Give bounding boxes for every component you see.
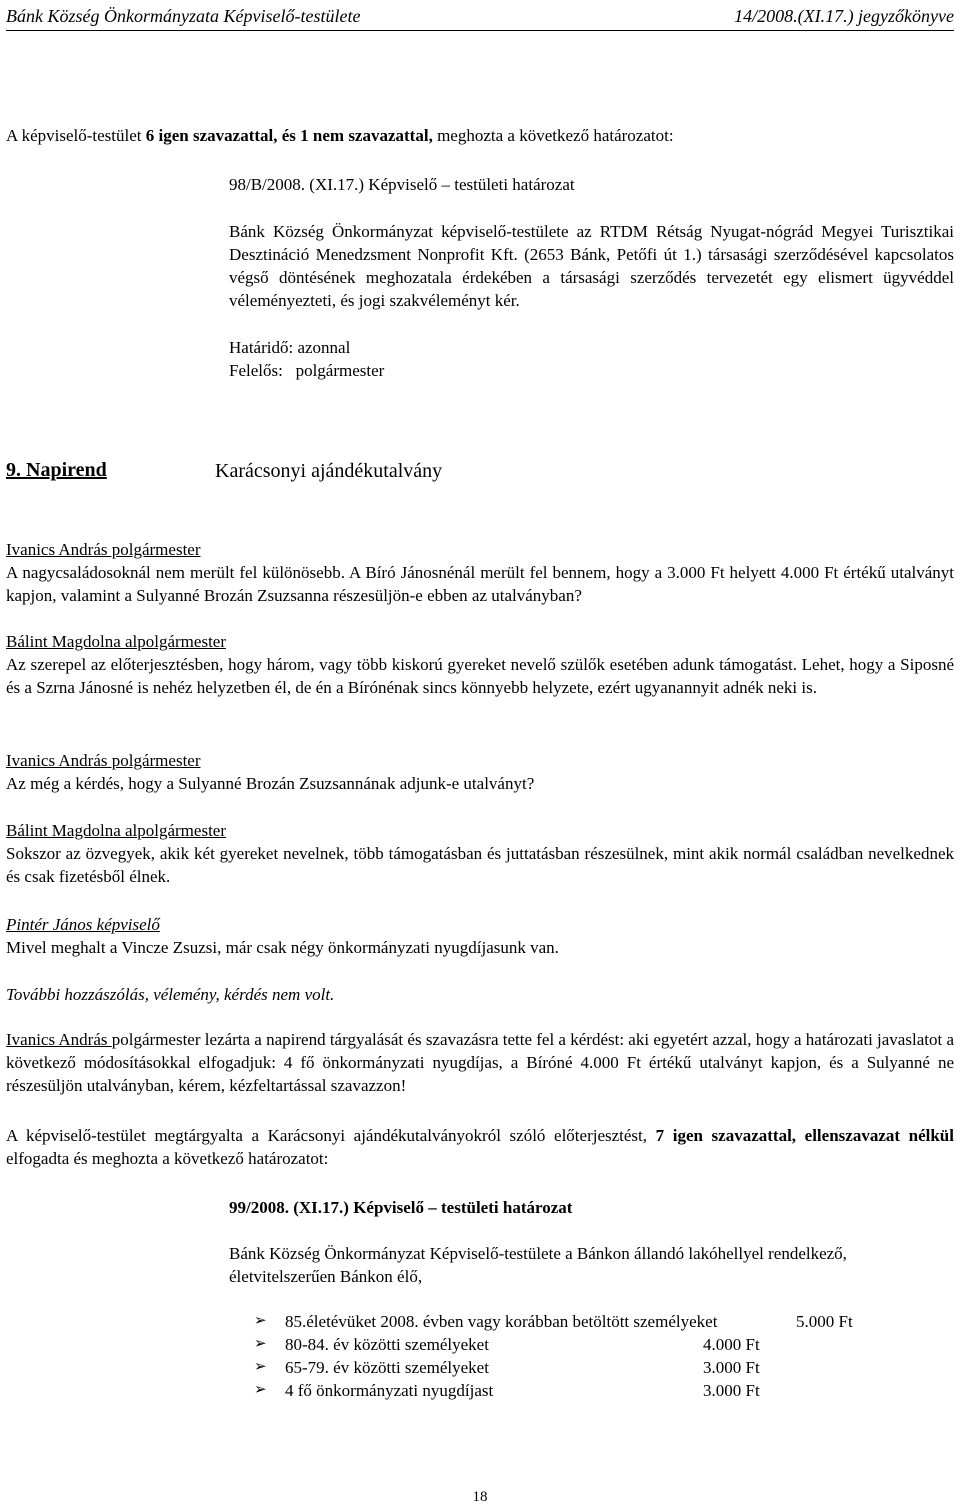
list-item-text: 80-84. év közötti személyeket <box>285 1335 489 1354</box>
list-item-amount: 3.000 Ft <box>703 1358 760 1377</box>
speaker-name <box>6 819 226 842</box>
speaker-name <box>6 538 201 561</box>
speaker-text: Az szerepel az előterjesztésben, hogy három, vagy több kiskorú gyereket nevelő szülők esetében adunk támogatást. Lehet, hogy a Siposné és a Szrna Jánosné is nehéz helyzetben él, de én a Bírónénak sincs könnyebb helyzete, ezért ugyanannyit adnék neki is. <box>6 655 954 697</box>
speaker-label: Pintér János képviselő <box>6 915 160 934</box>
list-item-text: 85.életévüket 2008. évben vagy korábban betöltött személyeket <box>285 1312 718 1331</box>
list-item-amount: 5.000 Ft <box>796 1312 853 1331</box>
header-right: 14/2008.(XI.17.) jegyzőkönyve <box>734 6 954 26</box>
resolution-98-body: Bánk Község Önkormányzat képviselő-testülete az RTDM Rétság Nyugat-nógrád Megyei Turisztikai Desztináció Menedzsment Nonprofit Kft. (2653 Bánk, Petőfi út 1.) társasági szerződésével kapcsolatos végső döntésének meghozatala érdekében a társasági szerződés tervezetét egy elismert ügyvéddel véleményezteti, és jogi szakvéleményt kér. <box>229 222 954 310</box>
speaker-text: Az még a kérdés, hogy a Sulyanné Brozán Zsuzsannának adjunk-e utalványt? <box>6 774 535 793</box>
list-item <box>254 1310 874 1333</box>
speaker-text: Sokszor az özvegyek, akik két gyereket nevelnek, több támogatásban és juttatásban részesülnek, mint akik normál családban nevelkednek és csak fizetésből élnek. <box>6 844 954 886</box>
vote-2-bold: 7 igen szavazattal, ellenszavazat nélkül <box>655 1126 954 1145</box>
list-item-text: 4 fő önkormányzati nyugdíjast <box>285 1381 494 1400</box>
resolution-98-deadline: Határidő: azonnal <box>229 338 351 357</box>
agenda-title <box>215 460 442 483</box>
list-item-text: 65-79. év közötti személyeket <box>285 1358 489 1377</box>
speaker-name <box>6 630 226 653</box>
speaker-label: Bálint Magdolna alpolgármester <box>6 632 226 651</box>
resolution-99-title: 99/2008. (XI.17.) Képviselő – testületi határozat <box>229 1198 573 1217</box>
page-number: 18 <box>472 1489 488 1505</box>
vote-2-pre: A képviselő-testület megtárgyalta a Karácsonyi ajándékutalványokról szóló előterjesztést, <box>6 1126 656 1145</box>
closing-text: polgármester lezárta a napirend tárgyalását és szavazásra tette fel a kérdést: aki egyetért azzal, hogy a határozati javaslatot a következő módosításokkal elfogadjuk: 4 fő önkormányzati nyugdíjas, a Bíróné 4.000 Ft értékű utalványt kapjon, és a Sulyanné ne részesüljön utalványban, kérem, kézfeltartással szavazzon! <box>6 1030 954 1095</box>
speaker-label: Ivanics András polgármester <box>6 751 201 770</box>
agenda-number: 9. Napirend <box>6 459 107 481</box>
speaker-text: A nagycsaládosoknál nem merült fel különösebb. A Bíró Jánosnénál merült fel bennem, hogy a 3.000 Ft helyett 4.000 Ft értékű utalványt kapjon, valamint a Sulyanné Brozán Zsuzsanna részesüljön-e ebben az utalványban? <box>6 563 954 605</box>
list-item <box>254 1356 874 1379</box>
closing-speaker: Ivanics András <box>6 1030 112 1049</box>
resolution-98-responsible: Felelős: polgármester <box>229 361 385 380</box>
arrow-bullet-icon: ➢ <box>254 1382 267 1398</box>
list-item <box>254 1379 874 1402</box>
resolution-99-body: Bánk Község Önkormányzat Képviselő-testülete a Bánkon állandó lakóhellyel rendelkező, életvitelszerűen Bánkon élő, <box>229 1244 847 1286</box>
resolution-98-title: 98/B/2008. (XI.17.) Képviselő – testületi határozat <box>229 175 575 194</box>
header-left: Bánk Község Önkormányzata Képviselő-testülete <box>6 6 361 26</box>
arrow-bullet-icon: ➢ <box>254 1336 267 1352</box>
list-item-amount: 4.000 Ft <box>703 1335 760 1354</box>
intro-vote-paragraph <box>6 124 954 147</box>
arrow-bullet-icon: ➢ <box>254 1359 267 1375</box>
arrow-bullet-icon: ➢ <box>254 1313 267 1329</box>
speaker-name <box>6 913 160 936</box>
agenda-title-text: Karácsonyi ajándékutalvány <box>215 460 443 482</box>
intro-vote-post: meghozta a következő határozatot: <box>432 126 674 145</box>
page-header <box>6 4 954 31</box>
speaker-label: Bálint Magdolna alpolgármester <box>6 821 226 840</box>
intro-vote-bold: 6 igen szavazattal, és 1 nem szavazattal, <box>145 126 433 145</box>
list-item-amount: 3.000 Ft <box>703 1381 760 1400</box>
vote-2-post: elfogadta és meghozta a következő határozatot: <box>6 1149 329 1168</box>
agenda-heading <box>6 459 107 482</box>
list-item <box>254 1333 874 1356</box>
no-more-comments: További hozzászólás, vélemény, kérdés nem volt. <box>6 985 335 1004</box>
speaker-label: Ivanics András polgármester <box>6 540 201 559</box>
vote-2-paragraph <box>6 1124 954 1170</box>
speaker-text: Mivel meghalt a Vincze Zsuzsi, már csak négy önkormányzati nyugdíjasunk van. <box>6 938 559 957</box>
intro-vote-pre: A képviselő-testület <box>6 126 146 145</box>
closing-paragraph <box>6 1028 954 1097</box>
speaker-name <box>6 749 201 772</box>
